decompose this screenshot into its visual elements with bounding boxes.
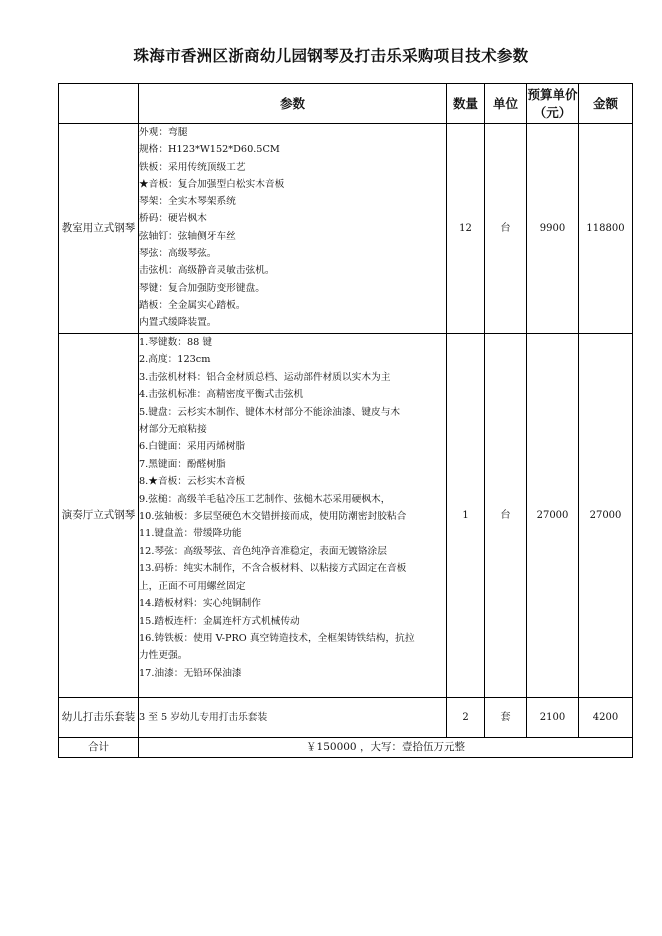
param-line: 弦轴钉：弦轴侧牙车丝: [139, 230, 236, 242]
item-qty: 1: [447, 334, 485, 698]
param-line: 4.击弦机标准：高精密度平衡式击弦机: [139, 389, 304, 401]
param-line: 16.铸铁板：使用 V-PRO 真空铸造技术，全框架铸铁结构，抗拉: [139, 632, 415, 644]
total-row: [59, 738, 633, 758]
header-budget-unit-price: 预算单价（元）: [527, 84, 579, 124]
item-name: 教室用立式钢琴: [59, 124, 139, 334]
param-line: ★音板：复合加强型白松实木音板: [139, 178, 285, 190]
param-line: 15.踏板连杆：金属连杆方式机械传动: [139, 615, 300, 627]
item-price: 27000: [527, 334, 579, 698]
param-line: 材部分无痕粘接: [139, 424, 207, 436]
table-row: [59, 698, 633, 738]
item-name: 演奏厅立式钢琴: [59, 334, 139, 698]
param-line: 17.油漆：无铅环保油漆: [139, 667, 242, 679]
item-price: 9900: [527, 124, 579, 334]
header-name-cell: [59, 84, 139, 124]
header-qty: 数量: [447, 84, 485, 124]
param-line: 外观：弯腿: [139, 127, 188, 138]
item-amount: 118800: [579, 124, 633, 334]
param-line: 3 至 5 岁幼儿专用打击乐套装: [139, 711, 268, 723]
param-line: 击弦机：高级静音灵敏击弦机。: [139, 265, 275, 277]
param-line: 7.黑键面：酚醛树脂: [139, 458, 226, 470]
total-label: 合计: [59, 738, 139, 758]
item-qty: 12: [447, 124, 485, 334]
header-unit: 单位: [485, 84, 527, 124]
param-line: 1.琴键数：88 键: [139, 337, 213, 348]
document-title: 珠海市香洲区浙商幼儿园钢琴及打击乐采购项目技术参数: [133, 47, 529, 65]
param-line: 6.白键面：采用丙烯树脂: [139, 441, 246, 453]
item-unit: 套: [485, 698, 527, 738]
item-amount: 4200: [579, 698, 633, 738]
param-line: 上，正面不可用螺丝固定: [139, 580, 246, 592]
param-line: 规格：H123*W152*D60.5CM: [139, 144, 280, 156]
param-line: 8.★音板：云杉实木音板: [139, 476, 246, 488]
param-line: 9.弦槌：高级羊毛毡冷压工艺制作、弦槌木芯采用硬枫木，: [139, 493, 391, 505]
param-line: 2.高度：123cm: [139, 354, 211, 366]
param-line: 琴弦：高级琴弦。: [139, 248, 217, 260]
param-line: 3.击弦机材料：铝合金材质总档、运动部件材质以实木为主: [139, 371, 391, 383]
header-params: 参数: [139, 84, 447, 124]
param-line: 桥码：硬岩枫木: [139, 213, 207, 225]
item-price: 2100: [527, 698, 579, 738]
spec-table: [58, 83, 633, 758]
item-params: [139, 698, 447, 738]
table-row: [59, 334, 633, 698]
param-line: 14.踏板材料：实心纯铜制作: [139, 598, 261, 610]
param-line: 10.弦轴板：多层坚硬色木交错拼接而成，使用防潮密封胶粘合: [139, 511, 407, 523]
param-line: 12.琴弦：高级琴弦、音色纯净音准稳定，表面无镀铬涂层: [139, 545, 387, 557]
param-line: 11.键盘盖：带缓降功能: [139, 528, 242, 540]
item-qty: 2: [447, 698, 485, 738]
item-name: 幼儿打击乐套装: [59, 698, 139, 738]
param-line: 5.键盘：云杉实木制作、键体木材部分不能涂油漆、键皮与木: [139, 406, 401, 418]
header-row: [59, 84, 633, 124]
param-line: 琴架：全实木琴架系统: [139, 196, 236, 208]
param-line: 内置式缓降装置。: [139, 317, 217, 329]
item-unit: 台: [485, 334, 527, 698]
param-line: 铁板：采用传统顶级工艺: [139, 161, 246, 173]
table-row: [59, 124, 633, 334]
param-line: 琴键：复合加强防变形键盘。: [139, 282, 265, 294]
item-unit: 台: [485, 124, 527, 334]
param-line: 踏板：全金属实心踏板。: [139, 299, 246, 311]
total-value: ￥150000 ，大写：壹拾伍万元整: [139, 738, 633, 758]
item-params: [139, 124, 447, 334]
item-params: [139, 334, 447, 698]
header-amount: 金额: [579, 84, 633, 124]
item-amount: 27000: [579, 334, 633, 698]
param-line: 力性更强。: [139, 650, 188, 662]
param-line: 13.码桥：纯实木制作，不含合板材料、以粘接方式固定在音板: [139, 563, 407, 575]
